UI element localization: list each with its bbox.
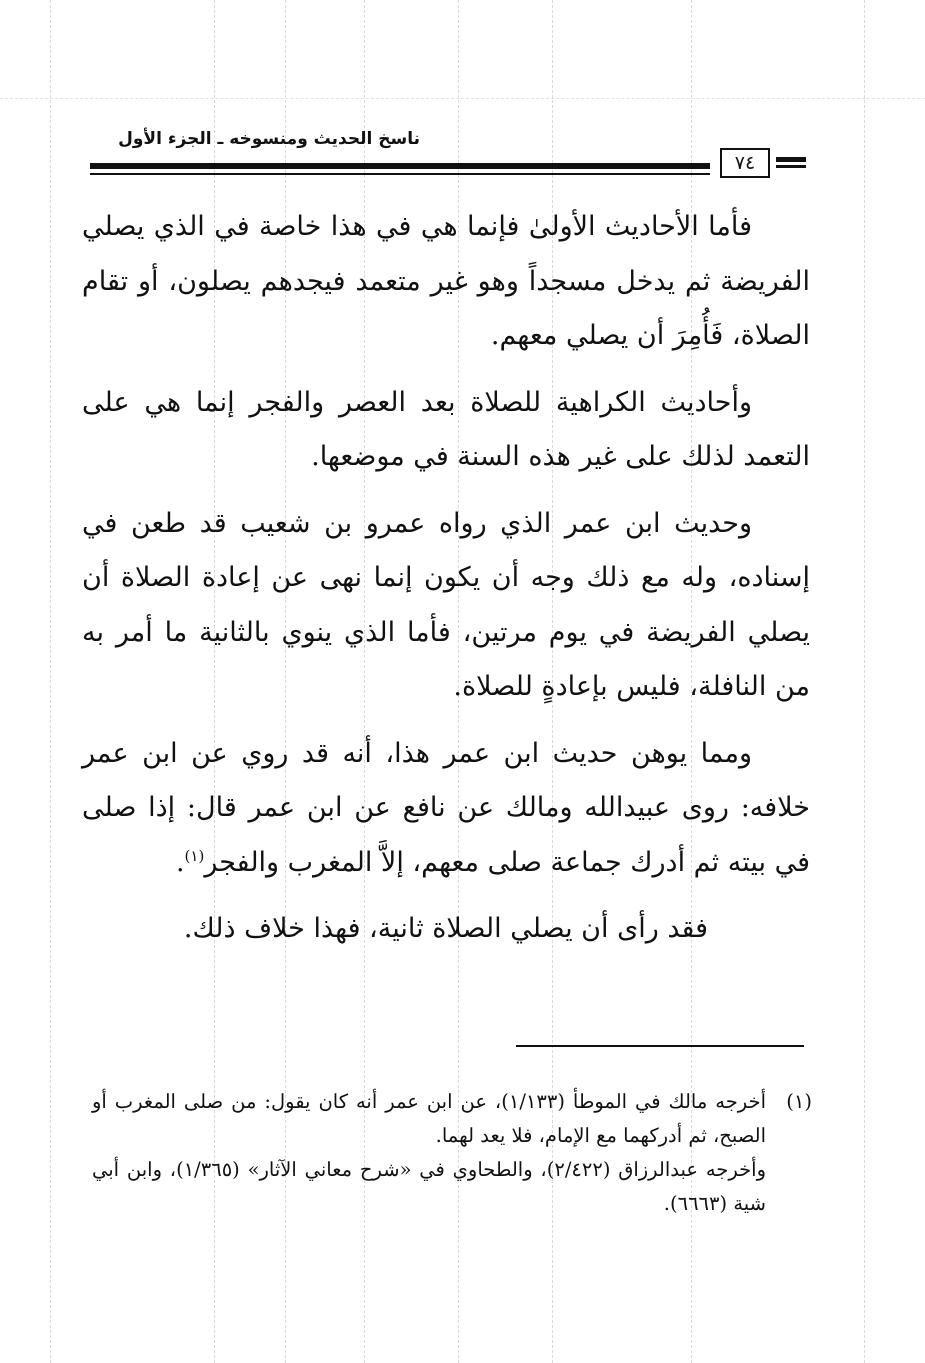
footnote-separator <box>516 1045 804 1047</box>
footnote-text <box>92 1085 766 1221</box>
footnote-number: (١) <box>786 1090 812 1113</box>
footnotes <box>92 1085 812 1221</box>
paragraph-with-footnote <box>82 727 810 891</box>
scan-guide-line <box>864 0 865 1363</box>
header-ornament <box>776 165 806 168</box>
paragraph-end: . <box>175 846 185 878</box>
footnote-marker[interactable]: (١) <box>184 846 205 865</box>
page-number: ٧٤ <box>720 148 770 178</box>
header-ornament <box>776 157 806 162</box>
paragraph-text: ومما يوهن حديث ابن عمر هذا، أنه قد روي عن ابن عمر خلافه: روى عبيدالله ومالك عن نافع عن ابن عمر قال: إذا صلى في بيته ثم أدرك جماعة صلى معهم، إلاَّ المغرب والفجر <box>82 737 810 878</box>
main-text <box>82 200 810 969</box>
running-title: ناسخ الحديث ومنسوخه ـ الجزء الأول <box>118 129 420 149</box>
paragraph: فأما الأحاديث الأولىٰ فإنما هي في هذا خاصة في الذي يصلي الفريضة ثم يدخل مسجداً وهو غير متعمد فيجدهم يصلون، أو تقام الصلاة، فَأُمِرَ أن يصلي معهم. <box>82 211 810 351</box>
footnote <box>92 1085 812 1221</box>
header-rule <box>90 163 710 169</box>
paragraph: وأحاديث الكراهية للصلاة بعد العصر والفجر إنما هي على التعمد لذلك على غير هذه السنة في موضعها. <box>82 386 810 472</box>
paragraph: وحديث ابن عمر الذي رواه عمرو بن شعيب قد طعن في إسناده، وله مع ذلك وجه أن يكون إنما نهى عن إعادة الصلاة أن يصلي الفريضة في يوم مرتين، فأما الذي ينوي بالثانية ما أمر به من النافلة، فليس بإعادةٍ للصلاة. <box>82 507 810 702</box>
footnote-line: أخرجه مالك في الموطأ (١/١٣٣)، عن ابن عمر أنه كان يقول: من صلى المغرب أو الصبح، ثم أدركهما مع الإمام، فلا يعد لهما. <box>92 1090 767 1147</box>
scan-guide-line <box>0 98 925 99</box>
header-rule-thin <box>90 173 710 175</box>
scan-guide-line <box>50 0 51 1363</box>
paragraph: فقد رأى أن يصلي الصلاة ثانية، فهذا خلاف ذلك. <box>183 913 709 944</box>
footnote-line: وأخرجه عبدالرزاق (٢/٤٢٢)، والطحاوي في «شرح معاني الآثار» (١/٣٦٥)، وابن أبي شية (٦٦٦٣). <box>92 1158 766 1215</box>
